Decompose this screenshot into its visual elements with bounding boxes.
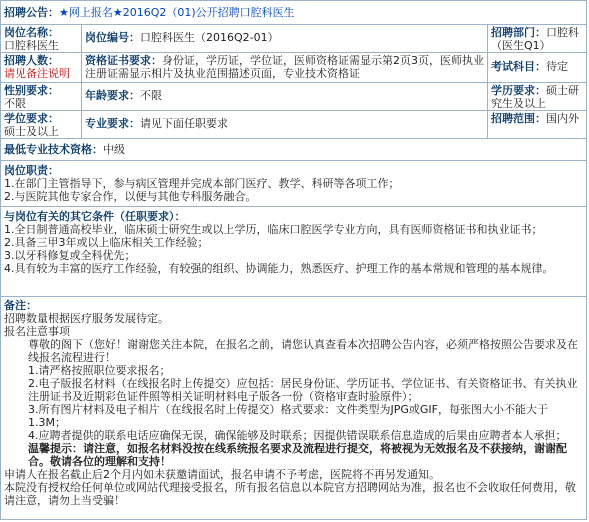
- exam-label: 考试科目：: [491, 60, 546, 73]
- scope-label: 招聘范围：: [491, 112, 546, 125]
- posting-title: [1, 3, 586, 23]
- notes-label: 备注：: [4, 299, 37, 312]
- row-gender-age: [1, 83, 586, 111]
- exam-value: 待定: [546, 60, 568, 73]
- row-count-cert: [1, 53, 586, 83]
- position-name-cell: [1, 25, 82, 52]
- position-name-value: 口腔科医生: [4, 39, 59, 52]
- notes-cell: [1, 297, 586, 508]
- gender-label: 性别要求：: [4, 84, 59, 97]
- notes-reminder: 温馨提示：请注意，如报名材料没按在线系统报名要求及流程进行提交，将被视为无效报名及不获接纳，谢谢配合。敬请各位的理解和支持！: [28, 442, 567, 468]
- requirement-item: 2.具备三甲3年或以上临床相关工作经验；: [4, 236, 209, 249]
- age-cell: [82, 83, 488, 110]
- duty-item: 1.在部门主管指导下，参与病区管理并完成本部门医疗、教学、科研等各项工作；: [4, 177, 400, 190]
- exam-cell: [488, 53, 586, 82]
- posting-title-row: [1, 1, 586, 25]
- requirement-item: 3.以牙科修复或全科优先；: [4, 249, 136, 262]
- edu-cell: [488, 83, 586, 110]
- count-label: 招聘人数：: [4, 54, 59, 67]
- age-value: 不限: [140, 89, 162, 102]
- duties-cell: [1, 161, 586, 206]
- edu-value: 硕士研究生及以上: [491, 84, 579, 110]
- department-cell: [488, 25, 586, 52]
- posting-title-label: 招聘公告：: [4, 5, 59, 19]
- count-note: 请见备注说明: [4, 67, 70, 80]
- min-title-value: 中级: [103, 142, 125, 156]
- notes-line: 报名注意事项: [4, 325, 70, 338]
- duty-item: 2.与医院其他专家合作，以便与其他专科服务融合。: [4, 190, 257, 203]
- row-requirements: [1, 207, 586, 297]
- gender-value: 不限: [4, 97, 26, 110]
- min-title-cell: [1, 140, 586, 160]
- row-degree-major: [1, 111, 586, 139]
- row-min-title: [1, 139, 586, 161]
- notes-item: 2.电子版报名材料（在线报名时上传提交）应包括：居民身份证、学历证书、学位证书、有关资格证书、有关执业注册证书及近期彩色证件照等相关证明材料电子版各一份（资格审查时验原件）；: [28, 377, 578, 403]
- requirement-item: 4.具有较为丰富的医疗工作经验，有较强的组织、协调能力，熟悉医疗、护理工作的基本常规和管理的基本规律。: [4, 262, 554, 275]
- notes-item: 3.所有图片材料及电子相片（在线报名时上传提交）格式要求：文件类型为JPG或GIF，每张图大小不能大于1.3M；: [28, 403, 548, 429]
- gender-cell: [1, 83, 82, 110]
- degree-value: 硕士及以上: [4, 125, 59, 138]
- cert-cell: [82, 53, 488, 82]
- duties-label: 岗位职责：: [4, 164, 59, 177]
- major-cell: [82, 111, 488, 138]
- position-code-cell: [82, 25, 488, 52]
- major-label: 专业要求：: [85, 117, 140, 130]
- notes-item: 1.请严格按照职位要求报名；: [28, 364, 171, 377]
- position-name-label: 岗位名称：: [4, 26, 59, 39]
- min-title-label: 最低专业技术资格：: [4, 142, 103, 156]
- requirements-label: 与岗位有关的其它条件（任职要求）：: [4, 210, 186, 223]
- cert-label: 资格证书要求：: [85, 54, 162, 67]
- position-code-label: 岗位编号：: [85, 31, 140, 44]
- row-notes: [1, 297, 586, 508]
- major-value: 请见下面任职要求: [140, 117, 228, 130]
- row-duties: [1, 161, 586, 207]
- row-position: [1, 25, 586, 53]
- notes-greeting: 尊敬的阁下（您好！谢谢您关注本院，在报名之前，请您认真查看本次招聘公告内容，必须严格按照公告要求及在线报名流程进行！: [28, 338, 578, 364]
- scope-value: 国内外: [546, 112, 579, 125]
- department-value: 口腔科（医生Q1）: [491, 26, 579, 52]
- notes-line: 招聘数量根据医疗服务发展待定。: [4, 312, 169, 325]
- position-code-value: 口腔科医生（2016Q2-01）: [140, 31, 279, 44]
- notes-line: 本院没有授权给任何单位或网站代理接受报名，所有报名信息以本院官方招聘网站为准，报名也不会收取任何费用，敬请注意，请勿上当受骗！: [4, 481, 576, 507]
- scope-cell: [488, 111, 586, 138]
- cert-value: 身份证，学历证，学位证，医师资格证需显示第2页3页，医师执业注册证需显示相片及执业范围描述页面，专业技术资格证: [85, 54, 484, 80]
- degree-cell: [1, 111, 82, 138]
- posting-title-value: ★网上报名★2016Q2（01)公开招聘口腔科医生: [59, 5, 295, 19]
- count-cell: [1, 53, 82, 82]
- age-label: 年龄要求：: [85, 89, 140, 102]
- notes-line: 申请人在报名截止后2个月内如未获邀请面试，报名申请不予考虑，医院将不再另发通知。: [4, 468, 440, 481]
- notes-item: 4.应聘者提供的联系电话应确保无误，确保能够及时联系；因提供错误联系信息造成的后果由应聘者本人承担；: [28, 429, 567, 442]
- requirement-item: 1.全日制普通高校毕业，临床硕士研究生或以上学历，临床口腔医学专业方向，具有医师资格证书和执业证书；: [4, 223, 543, 236]
- department-label: 招聘部门：: [491, 26, 546, 39]
- degree-label: 学位要求：: [4, 112, 59, 125]
- requirements-cell: [1, 207, 586, 296]
- edu-label: 学历要求：: [491, 84, 546, 97]
